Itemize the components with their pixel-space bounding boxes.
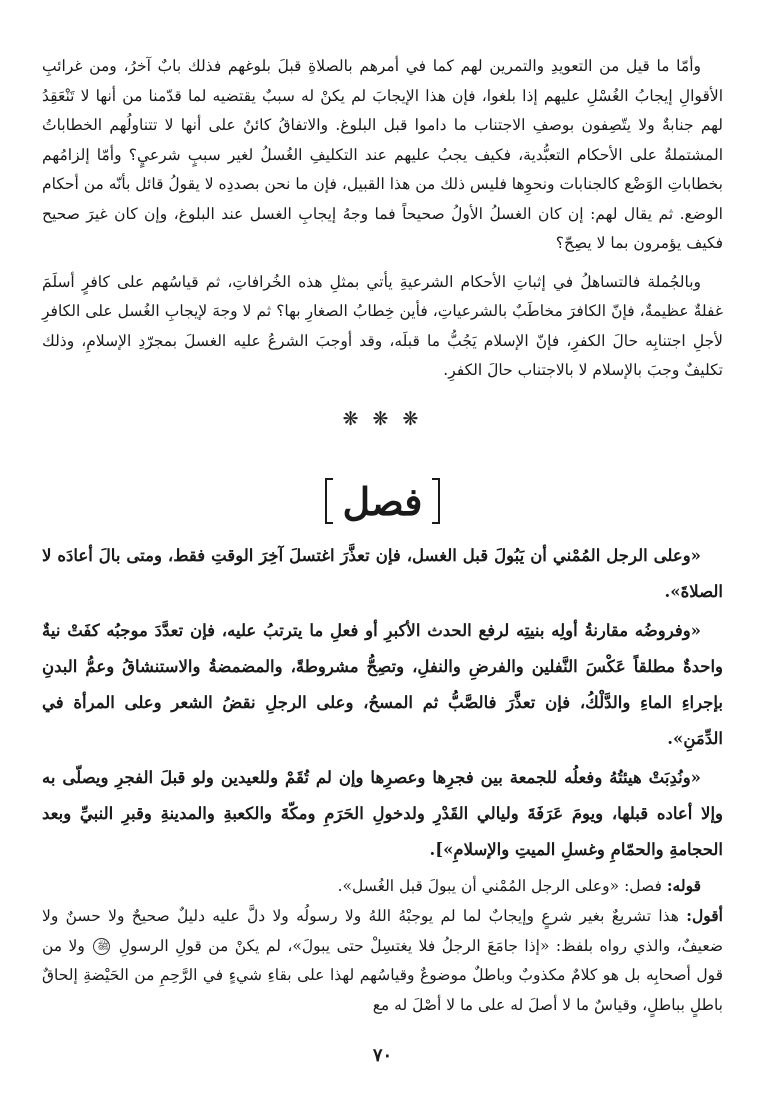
page-number: ٧٠ <box>372 1045 393 1066</box>
matn-paragraph: «وفروضُه مقارنةُ أولِه بنيتِه لرفع الحدث الأكبرِ أو فعلِ ما يترتبُ عليه، فإن تعدَّدَ موجبُه كفَتْ نيةٌ واحدةٌ مطلقاً عَكْسَ النَّفلين والفرضِ والنفلِ، وتصِحُّ مشروطةً، والمضمضةُ والاستنشاقُ وعمُّ البدنِ بإجراءِ الماءِ والدَّلْكُ، فإن تعذَّرَ فالصَّبُّ ثم المسحُ، وعلى الرجلِ نقضُ الشعر وعلى المرأة في الدِّمَنِ». <box>42 620 723 748</box>
aqulu-label: أقول: <box>686 906 723 925</box>
paragraph-intro: وأمّا ما قيل من التعويدِ والتمرين لهم كما في أمرهم بالصلاةِ قبلَ بلوغهم فذلك بابٌ آخرُ، ومن غرائبِ الأقوالِ إيجابُ الغُسْلِ عليهم إذا بلغوا، فإن هذا الإيجابَ لم يكنْ له سببٌ يقتضيه لما قدّمنا من أنها لا تَنْعَقِدُ لهم جنابةٌ ولا يتّصِفون بوصفِ الاجتناب ما داموا قبل البلوغ. والاتفاقُ كائنٌ على أنها لا تتناولُهم الخطاباتُ المشتملةُ على الأحكام التعبُّدية، فكيف يجبُ عليهم عند التكليفِ الغُسلُ لغير سببٍ شرعيٍ؟ وأمّا إلزامُهم بخطاباتِ الوَضْع كالجنابات ونحوِها فليس ذلك من هذا القبيل، فإن ما نحن بصددِه لا يقولُ قائل بأنّه من أحكام الوضع. ثم يقال لهم: إن كان الغسلُ الأولُ صحيحاً فما وجهُ إيجابِ الغسل عند البلوغ، وإن كان غيرَ صحيح فكيف يؤمرون بما لا يصِحّ؟ <box>42 57 723 252</box>
section-title: فصل <box>327 476 439 528</box>
qawluhu-label: قوله: <box>666 875 701 895</box>
matn-paragraph: «وعلى الرجل المُمْني أن يَبُولَ قبل الغسل، فإن تعذَّرَ اغتسلَ آخِرَ الوقتِ فقط، ومتى بالَ أعادَه لا الصلاةَ». <box>42 545 723 601</box>
commentary-paragraph <box>42 901 723 1020</box>
qawluhu-text: فصل: «وعلى الرجل المُمْني أن يبولَ قبل الغُسل». <box>337 876 662 895</box>
aqulu-text-part2: ولا من قول أصحابِه بل هو كلامٌ مكذوبٌ وباطلٌ موضوعٌ وقياسُهم لهذا على بقاءِ شيءٍ في الرَّحِمِ من الحَيْضةِ إلحاقٌ باطلٍ بباطلٍ، وقياسٌ ما لا أصلَ له على ما لا أصْلَ له مع <box>42 936 723 1014</box>
paragraph-summary: وبالجُملة فالتساهلُ في إثباتِ الأحكام الشرعيةِ يأتي بمثلِ هذه الخُرافاتِ، ثم قياسُهم على كافرٍ أسلَمَ غفلةٌ عظيمةٌ، فإنّ الكافرَ مخاطَبٌ بالشرعياتِ، فأين خِطابُ الصغارِ بها؟ ثم لا وجهَ لإيجابِ الغُسل على الكافرِ لأجلِ اجتنابِه حالَ الكفرِ، فإنّ الإسلام يَجُبُّ ما قبلَه، وقد أوجبَ الشرعُ عليه الغسلَ بمجرّدِ الإسلامِ، وذلك تكليفٌ وجبَ بالإسلام لا بالاجتناب حالَ الكفرِ. <box>42 272 723 379</box>
aqulu-text-part1: هذا تشريعٌ بغير شرعٍ وإيجابٌ لما لم يوجبْهُ اللهُ ولا رسولُه ولا دلَّ عليه دليلٌ صحيحٌ ولا حسنٌ ولا ضعيفٌ، والذي رواه بلفظ: «إذا جامَعَ الرجلُ فلا يغتسِلْ حتى يبولَ»، لم يكنْ من قولِ الرسولِ <box>42 907 723 955</box>
matn-paragraph: «ونُدِبَتْ هيئتُهُ وفعلُه للجمعة بين فجرِها وعصرِها وإن لم تُقَمْ وللعيدين ولو قبلَ الفجرِ ويصلّى به وإلا أعاده قبلها، ويومَ عَرَفَةَ وليالي القَدْرِ ولدخولِ الحَرَمِ ومكّةَ والكعبةِ والمدينةِ وقبرِ النبيِّ وبعد الحجامةِ والحمّامِ وغسلِ الميتِ والإسلامِ»]. <box>42 767 723 859</box>
section-separator: ❋ ❋ ❋ <box>342 407 423 430</box>
pbuh-icon: ﷺ <box>93 938 110 955</box>
section-heading <box>42 476 723 538</box>
commentary-quote <box>42 871 723 902</box>
